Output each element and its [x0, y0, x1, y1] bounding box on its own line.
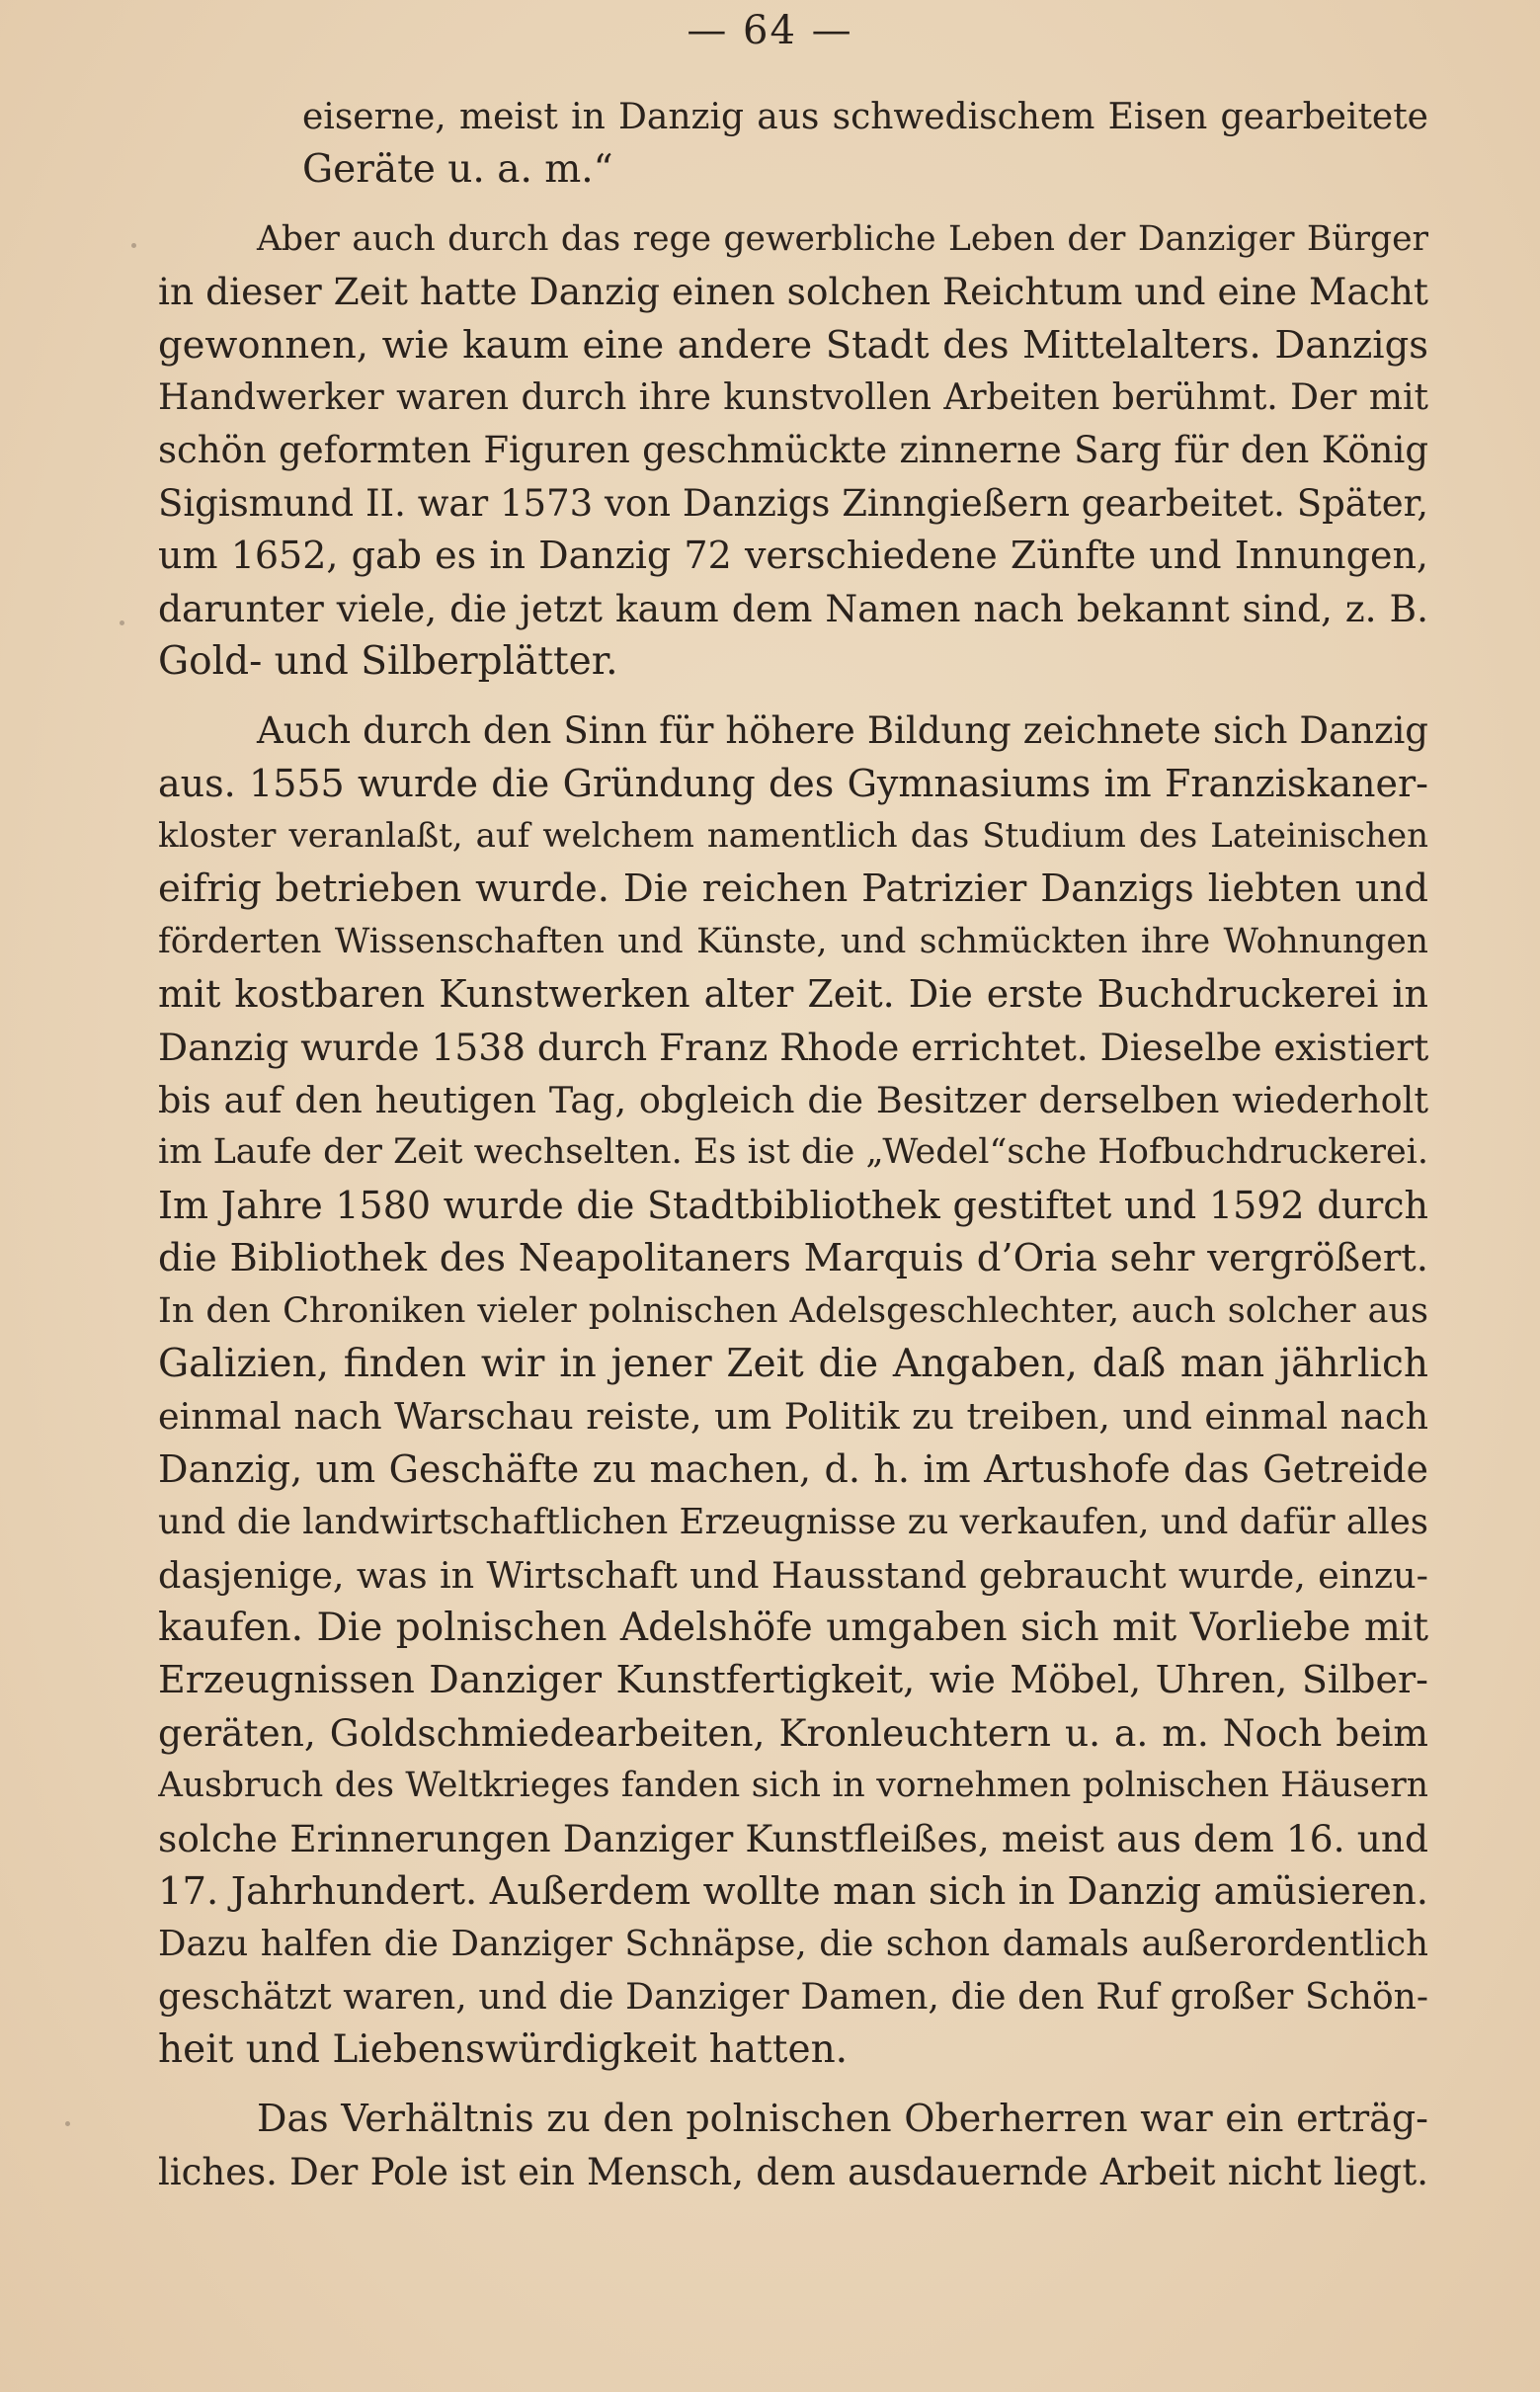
- paper-speck: [120, 620, 124, 625]
- text-line: einmal nach Warschau reiste, um Politik zu treiben, und einmal nach: [158, 1395, 1428, 1439]
- text-line: eifrig betrieben wurde. Die reichen Patrizier Danzigs liebten und: [158, 866, 1428, 912]
- text-line: Handwerker waren durch ihre kunstvollen Arbeiten berühmt. Der mit: [158, 376, 1428, 418]
- text-line: kaufen. Die polnischen Adelshöfe umgaben sich mit Vorliebe mit: [158, 1605, 1428, 1650]
- text-line: aus. 1555 wurde die Gründung des Gymnasiums im Franziskaner-: [158, 761, 1428, 805]
- text-line: geräten, Goldschmiedearbeiten, Kronleuchtern u. a. m. Noch beim: [158, 1710, 1428, 1755]
- paragraph-gap: [158, 688, 1428, 704]
- text-line: Das Verhältnis zu den polnischen Oberherren war ein erträg-: [257, 2097, 1428, 2141]
- paper-speck: [65, 2121, 70, 2126]
- text-line: mit kostbaren Kunstwerken alter Zeit. Die erste Buchdruckerei in: [158, 972, 1428, 1017]
- text-line: In den Chroniken vieler polnischen Adelsgeschlechter, auch solcher aus: [158, 1290, 1428, 1331]
- text-line: Sigismund II. war 1573 von Danzigs Zinngießern gearbeitet. Später,: [158, 481, 1428, 525]
- text-line: darunter viele, die jetzt kaum dem Namen nach bekannt sind, z. B.: [158, 586, 1428, 630]
- text-line: heit und Liebenswürdigkeit hatten.: [158, 2027, 849, 2073]
- text-line: Im Jahre 1580 wurde die Stadtbibliothek gestiftet und 1592 durch: [158, 1183, 1428, 1227]
- body-text: [158, 91, 1428, 2198]
- paragraph-continuation: [158, 91, 1428, 197]
- text-line: in dieser Zeit hatte Danzig einen solchen Reichtum und eine Macht: [158, 270, 1428, 314]
- text-line: um 1652, gab es in Danzig 72 verschiedene Zünfte und Innungen,: [158, 534, 1428, 578]
- text-line: eiserne, meist in Danzig aus schwedischem Eisen gearbeitete: [302, 97, 1428, 137]
- text-line: förderten Wissenschaften und Künste, und schmückten ihre Wohnungen: [158, 921, 1428, 961]
- paragraph: [158, 213, 1428, 689]
- text-line: Danzig, um Geschäfte zu machen, d. h. im Artushofe das Getreide: [158, 1446, 1428, 1491]
- paper-speck: [131, 243, 136, 248]
- text-line: kloster veranlaßt, auf welchem namentlich das Studium des Lateinischen: [158, 816, 1428, 857]
- paragraph-gap: [158, 197, 1428, 213]
- paragraph: [158, 704, 1428, 2076]
- text-line: geschätzt waren, und die Danziger Damen, die den Ruf großer Schön-: [158, 1976, 1428, 2018]
- text-line: Dazu halfen die Danziger Schnäpse, die schon damals außerordentlich: [158, 1924, 1428, 1965]
- paragraph-gap: [158, 2076, 1428, 2093]
- text-line: solche Erinnerungen Danziger Kunstfleißes, meist aus dem 16. und: [158, 1816, 1428, 1860]
- text-line: Gold- und Silberplätter.: [158, 638, 618, 684]
- text-line: schön geformten Figuren geschmückte zinnerne Sarg für den König: [158, 429, 1428, 472]
- text-line: und die landwirtschaftlichen Erzeugnisse zu verkaufen, und dafür alles: [158, 1502, 1428, 1543]
- text-line: liches. Der Pole ist ein Mensch, dem ausdauernde Arbeit nicht liegt.: [158, 2150, 1428, 2193]
- page-number: — 64 —: [687, 8, 853, 53]
- text-line: Galizien, finden wir in jener Zeit die Angaben, daß man jährlich: [158, 1341, 1428, 1386]
- text-line: im Laufe der Zeit wechselten. Es ist die „Wedel“sche Hofbuchdruckerei.: [158, 1132, 1428, 1173]
- text-line: Aber auch durch das rege gewerbliche Leben der Danziger Bürger: [257, 218, 1428, 259]
- text-line: gewonnen, wie kaum eine andere Stadt des Mittelalters. Danzigs: [158, 322, 1428, 368]
- text-line: Ausbruch des Weltkrieges fanden sich in vornehmen polnischen Häusern: [158, 1766, 1428, 1806]
- text-line: Erzeugnissen Danziger Kunstfertigkeit, wie Möbel, Uhren, Silber-: [158, 1658, 1428, 1702]
- text-line: Auch durch den Sinn für höhere Bildung zeichnete sich Danzig: [257, 709, 1428, 753]
- paragraph: [158, 2093, 1428, 2198]
- text-line: Geräte u. a. m.“: [302, 147, 613, 193]
- text-line: bis auf den heutigen Tag, obgleich die Besitzer derselben wiederholt: [158, 1079, 1428, 1122]
- text-line: dasjenige, was in Wirtschaft und Hausstand gebraucht wurde, einzu-: [158, 1553, 1428, 1597]
- text-line: 17. Jahrhundert. Außerdem wollte man sich in Danzig amüsieren.: [158, 1868, 1428, 1914]
- text-line: Danzig wurde 1538 durch Franz Rhode errichtet. Dieselbe existiert: [158, 1025, 1428, 1069]
- text-line: die Bibliothek des Neapolitaners Marquis d’Oria sehr vergrößert.: [158, 1236, 1428, 1281]
